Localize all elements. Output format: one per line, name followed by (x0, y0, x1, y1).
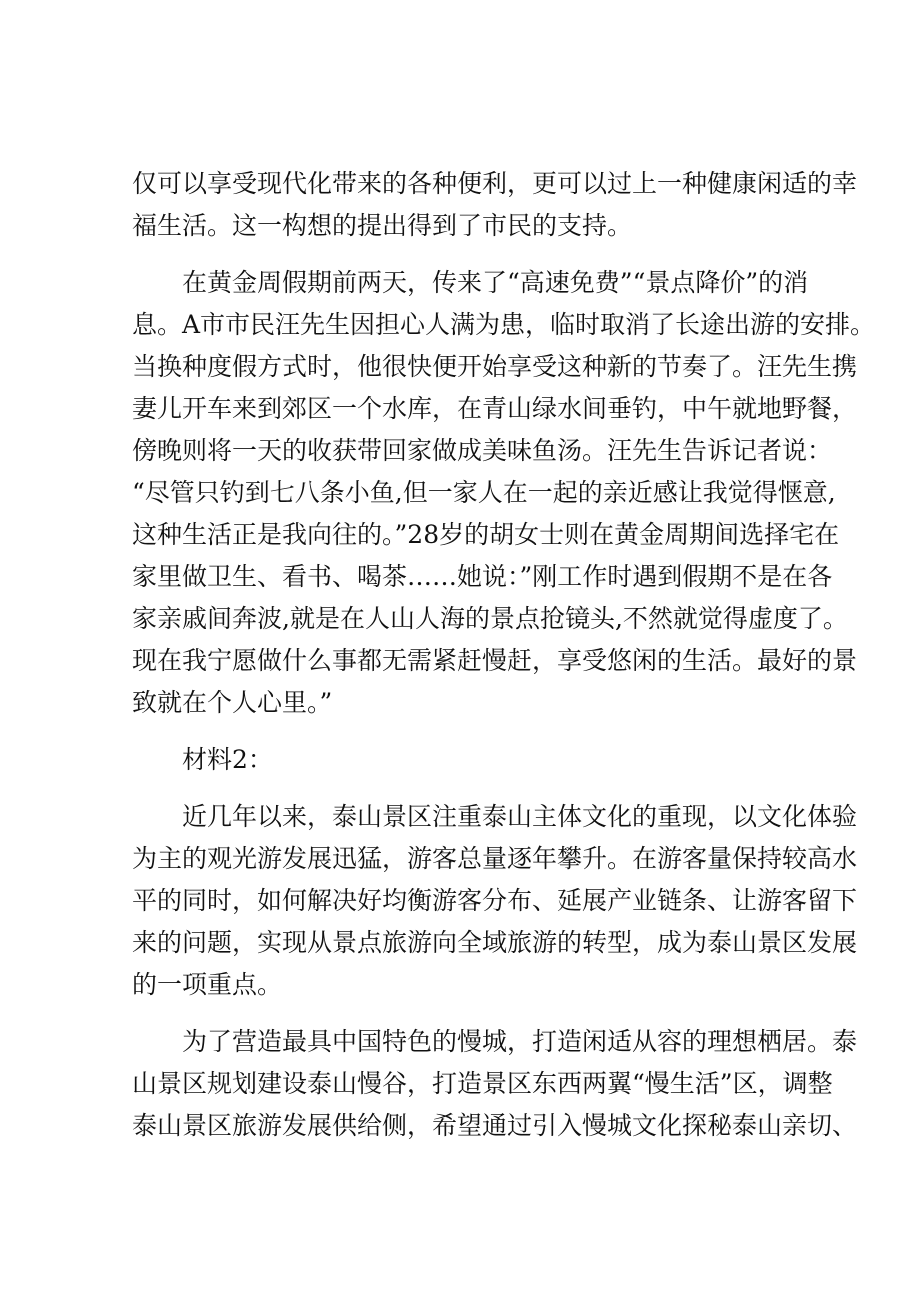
text-line: 为主的观光游发展迅猛，游客总量逐年攀升。在游客量保持较高水 (132, 844, 858, 873)
document-body (132, 163, 876, 1147)
paragraph-slow-city (132, 1021, 858, 1147)
text-line: 来的问题，实现从景点旅游向全域旅游的转型，成为泰山景区发展 (132, 928, 858, 957)
text-line: 家亲戚间奔波,就是在人山人海的景点抢镜头,不然就觉得虚度了。 (132, 604, 848, 633)
text-line: 平的同时，如何解决好均衡游客分布、延展产业链条、让游客留下 (132, 886, 858, 915)
text-line: 为了营造最具中国特色的慢城，打造闲适从容的理想栖居。泰 (132, 1027, 858, 1056)
text-line: 妻儿开车来到郊区一个水库，在青山绿水间垂钓，中午就地野餐， (132, 394, 858, 423)
text-line: 傍晚则将一天的收获带回家做成美味鱼汤。汪先生告诉记者说： (132, 436, 833, 465)
text-line: 近几年以来，泰山景区注重泰山主体文化的重现，以文化体验 (132, 802, 858, 831)
paragraph-taishan-development (132, 796, 858, 1006)
text-line: 现在我宁愿做什么事都无需紧赶慢赶，享受悠闲的生活。最好的景 (132, 646, 858, 675)
text-line: 泰山景区旅游发展供给侧，希望通过引入慢城文化探秘泰山亲切、 (132, 1111, 858, 1140)
paragraph-golden-week (132, 262, 876, 724)
text-line: 致就在个人心里。” (132, 688, 333, 717)
text-line: 福生活。这一构想的提出得到了市民的支持。 (132, 211, 633, 240)
text-line: 在黄金周假期前两天，传来了“高速免费”“景点降价”的消 (132, 268, 809, 297)
text-line: 山景区规划建设泰山慢谷，打造景区东西两翼“慢生活”区，调整 (132, 1069, 833, 1098)
text-line: 仅可以享受现代化带来的各种便利，更可以过上一种健康闲适的幸 (132, 169, 858, 198)
paragraph-continuation (132, 163, 858, 247)
text-line: “尽管只钓到七八条小鱼,但一家人在一起的亲近感让我觉得惬意, (132, 478, 836, 507)
text-line: 家里做卫生、看书、喝茶……她说：”刚工作时遇到假期不是在各 (132, 562, 833, 591)
text-line: 的一项重点。 (132, 970, 283, 999)
text-line: 这种生活正是我向往的。”28岁的胡女士则在黄金周期间选择宅在 (132, 520, 840, 549)
text-line: 息。A市市民汪先生因担心人满为患，临时取消了长途出游的安排。 (132, 310, 876, 339)
section-heading-material-2 (132, 739, 795, 781)
text-line: 材料2： (132, 745, 273, 774)
text-line: 当换种度假方式时，他很快便开始享受这种新的节奏了。汪先生携 (132, 352, 858, 381)
